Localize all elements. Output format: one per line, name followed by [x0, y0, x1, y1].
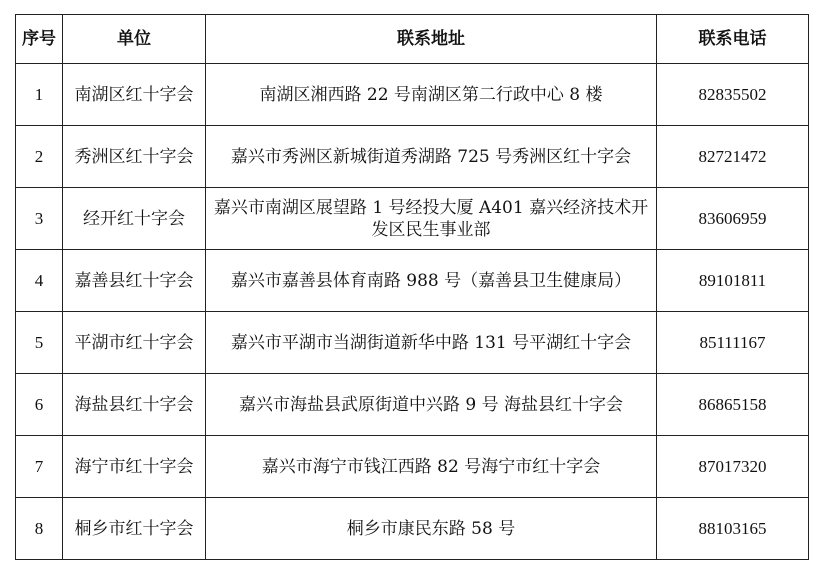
- table-header-row: [16, 15, 809, 64]
- row-address: 嘉兴市南湖区展望路 1 号经投大厦 A401 嘉兴经济技术开发区民生事业部: [206, 188, 657, 250]
- header-address: 联系地址: [206, 15, 657, 64]
- header-phone: 联系电话: [657, 15, 809, 64]
- row-unit: 桐乡市红十字会: [63, 498, 206, 560]
- table-row: [16, 312, 809, 374]
- row-phone: 86865158: [657, 374, 809, 436]
- row-unit: 平湖市红十字会: [63, 312, 206, 374]
- row-phone: 88103165: [657, 498, 809, 560]
- row-unit: 秀洲区红十字会: [63, 126, 206, 188]
- header-unit: 单位: [63, 15, 206, 64]
- table-row: [16, 436, 809, 498]
- table-row: [16, 188, 809, 250]
- row-no: 6: [16, 374, 63, 436]
- contact-table: [15, 14, 809, 560]
- row-phone: 87017320: [657, 436, 809, 498]
- table-row: [16, 126, 809, 188]
- row-unit: 海盐县红十字会: [63, 374, 206, 436]
- row-no: 4: [16, 250, 63, 312]
- row-address: 嘉兴市海盐县武原街道中兴路 9 号 海盐县红十字会: [206, 374, 657, 436]
- row-phone: 82721472: [657, 126, 809, 188]
- row-no: 7: [16, 436, 63, 498]
- row-unit: 嘉善县红十字会: [63, 250, 206, 312]
- row-address: 桐乡市康民东路 58 号: [206, 498, 657, 560]
- header-no: 序号: [16, 15, 63, 64]
- row-unit: 经开红十字会: [63, 188, 206, 250]
- row-phone: 83606959: [657, 188, 809, 250]
- row-address: 嘉兴市嘉善县体育南路 988 号（嘉善县卫生健康局）: [206, 250, 657, 312]
- row-address: 南湖区湘西路 22 号南湖区第二行政中心 8 楼: [206, 64, 657, 126]
- row-unit: 海宁市红十字会: [63, 436, 206, 498]
- row-no: 5: [16, 312, 63, 374]
- table-row: [16, 498, 809, 560]
- table-row: [16, 374, 809, 436]
- row-unit: 南湖区红十字会: [63, 64, 206, 126]
- table-row: [16, 64, 809, 126]
- row-address: 嘉兴市海宁市钱江西路 82 号海宁市红十字会: [206, 436, 657, 498]
- row-no: 2: [16, 126, 63, 188]
- row-no: 1: [16, 64, 63, 126]
- table-row: [16, 250, 809, 312]
- row-phone: 82835502: [657, 64, 809, 126]
- row-phone: 85111167: [657, 312, 809, 374]
- row-address: 嘉兴市秀洲区新城街道秀湖路 725 号秀洲区红十字会: [206, 126, 657, 188]
- row-no: 8: [16, 498, 63, 560]
- row-phone: 89101811: [657, 250, 809, 312]
- row-address: 嘉兴市平湖市当湖街道新华中路 131 号平湖红十字会: [206, 312, 657, 374]
- row-no: 3: [16, 188, 63, 250]
